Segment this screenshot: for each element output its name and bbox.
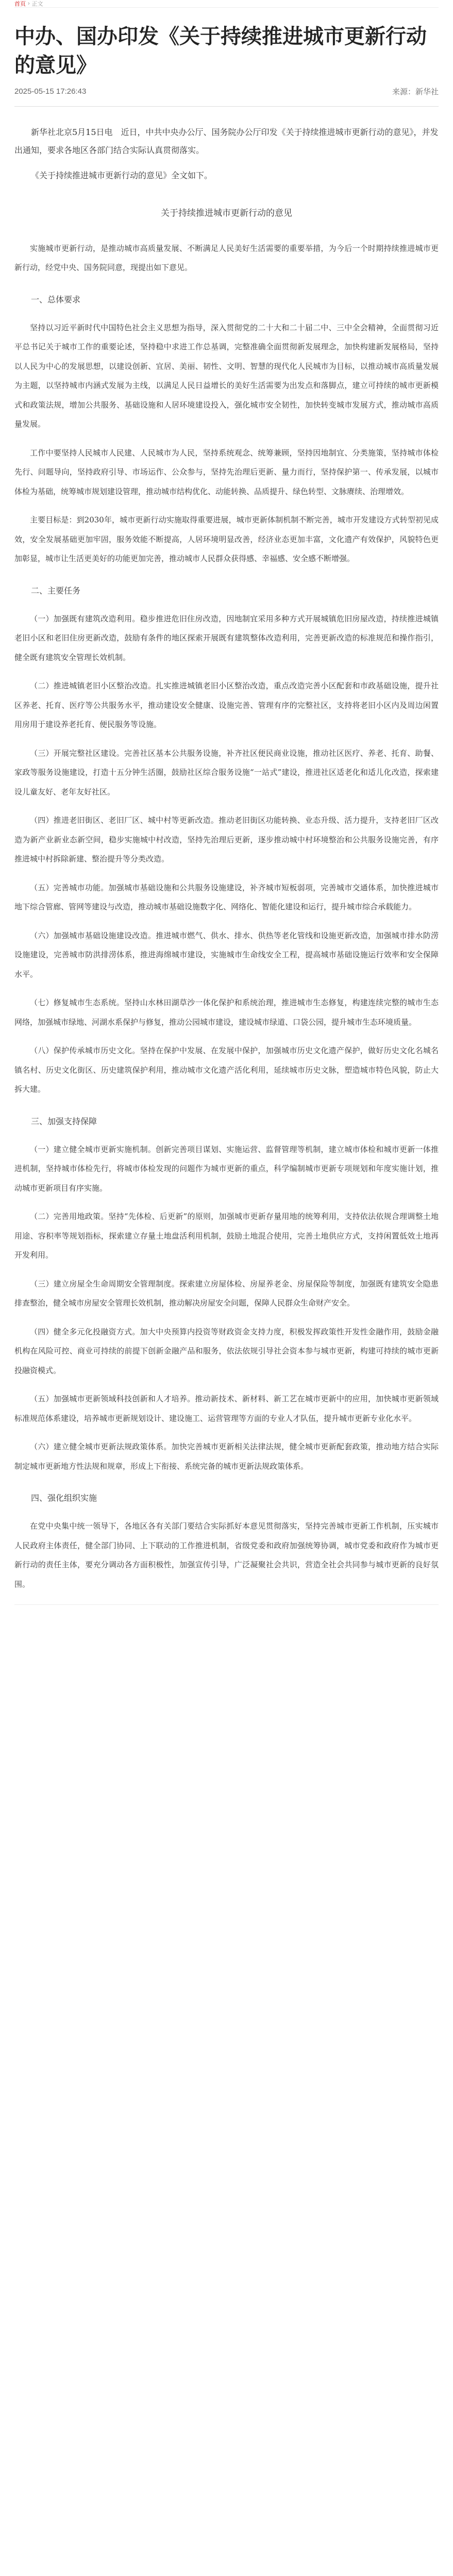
body-paragraph: 在党中央集中统一领导下，各地区各有关部门要结合实际抓好本意见贯彻落实，坚持完善城市更新工作机制，压实城市人民政府主体责任，健全部门协同、上下联动的工作推进机制，省级党委和政府加强统筹协调，城市党委和政府作为城市更新行动的责任主体，要充分调动各方面积极性，加强宣传引导，广泛凝聚社会共识，营造全社会共同参与城市更新的良好氛围。 (14, 1521, 439, 1589)
lead-paragraph: 新华社北京5月15日电 近日，中共中央办公厅、国务院办公厅印发《关于持续推进城市更新行动的意见》，并发出通知，要求各地区各部门结合实际认真贯彻落实。 (14, 127, 439, 156)
body-paragraph: 坚持以习近平新时代中国特色社会主义思想为指导，深入贯彻党的二十大和二十届二中、三中全会精神，全面贯彻习近平总书记关于城市工作的重要论述，坚持稳中求进工作总基调，完整准确全面贯彻新发展理念，加快构建新发展格局，坚持以人民为中心的发展思想，以建设创新、宜居、美丽、韧性、文明、智慧的现代化人民城市为目标，以推动城市高质量发展为主题，以坚持城市内涵式发展为主线，以满足人民日益增长的美好生活需要为出发点和落脚点，建立可持续的城市更新模式和政策法规，增加公共服务、基础设施和人居环境建设投入，强化城市安全韧性，加快转变城市发展方式，推动城市高质量发展。 (14, 323, 439, 429)
body-paragraph: （一）建立健全城市更新实施机制。创新完善项目谋划、实施运营、监督管理等机制，建立城市体检和城市更新一体推进机制，坚持城市体检先行，将城市体检发现的问题作为城市更新的重点，科学编制城市更新专项规划和年度实施计划，推动城市更新项目有序实施。 (14, 1144, 439, 1193)
body-paragraph: （八）保护传承城市历史文化。坚持在保护中发展、在发展中保护，加强城市历史文化遗产保护，做好历史文化名城名镇名村、历史文化街区、历史建筑保护利用，推动城市文化遗产活化利用，延续城市历史文脉，塑造城市特色风貌，防止大拆大建。 (14, 1046, 439, 1094)
body-paragraph: （七）修复城市生态系统。坚持山水林田湖草沙一体化保护和系统治理，推进城市生态修复，构建连续完整的城市生态网络，加强城市绿地、河湖水系保护与修复，推动公园城市建设，建设城市绿道、口袋公园，提升城市生态环境质量。 (14, 998, 439, 1027)
section-heading: 一、总体要求 (31, 294, 81, 304)
body-paragraph: （二）推进城镇老旧小区整治改造。扎实推进城镇老旧小区整治改造，重点改造完善小区配套和市政基础设施，提升社区养老、托育、医疗等公共服务水平，推动建设安全健康、设施完善、管理有序的完整社区，支持将老旧小区内及周边闲置用房用于建设养老托育、便民服务等设施。 (14, 681, 439, 730)
article-meta (14, 86, 439, 107)
body-paragraph: （六）加强城市基础设施建设改造。推进城市燃气、供水、排水、供热等老化管线和设施更新改造，加强城市排水防涝设施建设，完善城市防洪排涝体系，推进海绵城市建设，实施城市生命线安全工程，提高城市基础设施运行效率和安全保障水平。 (14, 930, 439, 979)
body-paragraph: （三）开展完整社区建设。完善社区基本公共服务设施，补齐社区便民商业设施，推动社区医疗、养老、托育、助餐、家政等服务设施建设，打造十五分钟生活圈，鼓励社区综合服务设施“一站式”建设，推进社区适老化和适儿化改造，探索建设儿童友好、老年友好社区。 (14, 748, 439, 796)
section-heading: 四、强化组织实施 (31, 1493, 97, 1503)
body-paragraph: （二）完善用地政策。坚持“先体检、后更新”的原则，加强城市更新存量用地的统筹利用，支持依法依规合理调整土地用途、容积率等规划指标，探索建立存量土地盘活利用机制，鼓励土地混合使用，完善土地供应方式，支持闲置低效土地再开发利用。 (14, 1212, 439, 1260)
breadcrumb-separator: › (28, 1, 30, 7)
breadcrumb (14, 0, 439, 8)
section (14, 1115, 439, 1477)
body-paragraph: （五）加强城市更新领域科技创新和人才培养。推动新技术、新材料、新工艺在城市更新中的应用，加快城市更新领域标准规范体系建设，培养城市更新规划设计、建设施工、运营管理等方面的专业人才队伍，提升城市更新专业化水平。 (14, 1394, 439, 1423)
body-paragraph: （四）推进老旧街区、老旧厂区、城中村等更新改造。推动老旧街区功能转换、业态升级、活力提升，支持老旧厂区改造为新产业新业态新空间，稳步实施城中村改造，坚持先治理后更新，逐步推动城中村环境整治和公共服务设施完善，有序推进城中村拆除新建、整治提升等分类改造。 (14, 816, 439, 864)
source-label: 来源： (392, 88, 415, 96)
body-paragraph: 工作中要坚持人民城市人民建、人民城市为人民，坚持系统观念、统筹兼顾，坚持因地制宜、分类施策，坚持城市体检先行、问题导向，坚持政府引导、市场运作、公众参与，坚持先治理后更新、量力而行，坚持保护第一、传承发展，以城市体检为基础，统筹城市规划建设管理，推动城市结构优化、动能转换、品质提升、绿色转型、文脉赓续、治理增效。 (14, 448, 439, 496)
breadcrumb-home-link[interactable]: 首页 (14, 1, 26, 7)
intro-paragraph: 实施城市更新行动，是推动城市高质量发展、不断满足人民美好生活需要的重要举措，为今后一个时期持续推进城市更新行动，经党中央、国务院同意，现提出如下意见。 (14, 243, 439, 273)
divider (14, 1604, 439, 1605)
publish-date: 2025-05-15 17:26:43 (14, 87, 87, 96)
body-paragraph: （三）建立房屋全生命周期安全管理制度。探索建立房屋体检、房屋养老金、房屋保险等制度，加强既有建筑安全隐患排查整治，健全城市房屋安全管理长效机制，推动解决房屋安全问题，保障人民群众生命财产安全。 (14, 1279, 439, 1308)
body-paragraph: （六）建立健全城市更新法规政策体系。加快完善城市更新相关法律法规，健全城市更新配套政策，推动地方结合实际制定城市更新地方性法规和规章，形成上下衔接、系统完备的城市更新法规政策体系。 (14, 1442, 439, 1471)
section (14, 1492, 439, 1594)
document-title: 关于持续推进城市更新行动的意见 (161, 208, 292, 218)
lead-paragraph: 《关于持续推进城市更新行动的意见》全文如下。 (31, 171, 213, 181)
section-heading: 二、主要任务 (31, 585, 81, 596)
section-heading: 三、加强支持保障 (31, 1116, 97, 1126)
article-title: 中办、国办印发《关于持续推进城市更新行动的意见》 (14, 25, 427, 77)
article-source (392, 86, 439, 97)
body-paragraph: （一）加强既有建筑改造利用。稳步推进危旧住房改造，因地制宜采用多种方式开展城镇危旧房屋改造，持续推进城镇老旧小区和老旧住房更新改造，鼓励有条件的地区探索开展既有建筑整体改造利用，完善更新改造的标准规范和操作指引，健全既有建筑安全管理长效机制。 (14, 614, 439, 662)
body-paragraph: （五）完善城市功能。加强城市基础设施和公共服务设施建设，补齐城市短板弱项，完善城市交通体系，加快推进城市地下综合管廊、管网等建设与改造，推动城市基础设施数字化、网络化、智能化建设和运行，提升城市综合承载能力。 (14, 883, 439, 912)
breadcrumb-current: 正文 (31, 1, 43, 7)
section (14, 293, 439, 569)
section (14, 584, 439, 1099)
body-paragraph: 主要目标是：到2030年，城市更新行动实施取得重要进展，城市更新体制机制不断完善，城市开发建设方式转型初见成效，安全发展基础更加牢固，服务效能不断提高，人居环境明显改善，经济业态更加丰富，文化遗产有效保护，风貌特色更加彰显，城市让生活更美好的功能更加完善，推动城市人民群众获得感、幸福感、安全感不断增强。 (14, 515, 439, 564)
body-paragraph: （四）健全多元化投融资方式。加大中央预算内投资等财政资金支持力度，积极发挥政策性开发性金融作用，鼓励金融机构在风险可控、商业可持续的前提下创新金融产品和服务，依法依规引导社会资本参与城市更新，构建可持续的城市更新投融资模式。 (14, 1327, 439, 1375)
article-lead (14, 123, 439, 185)
source-name: 新华社 (415, 88, 439, 96)
